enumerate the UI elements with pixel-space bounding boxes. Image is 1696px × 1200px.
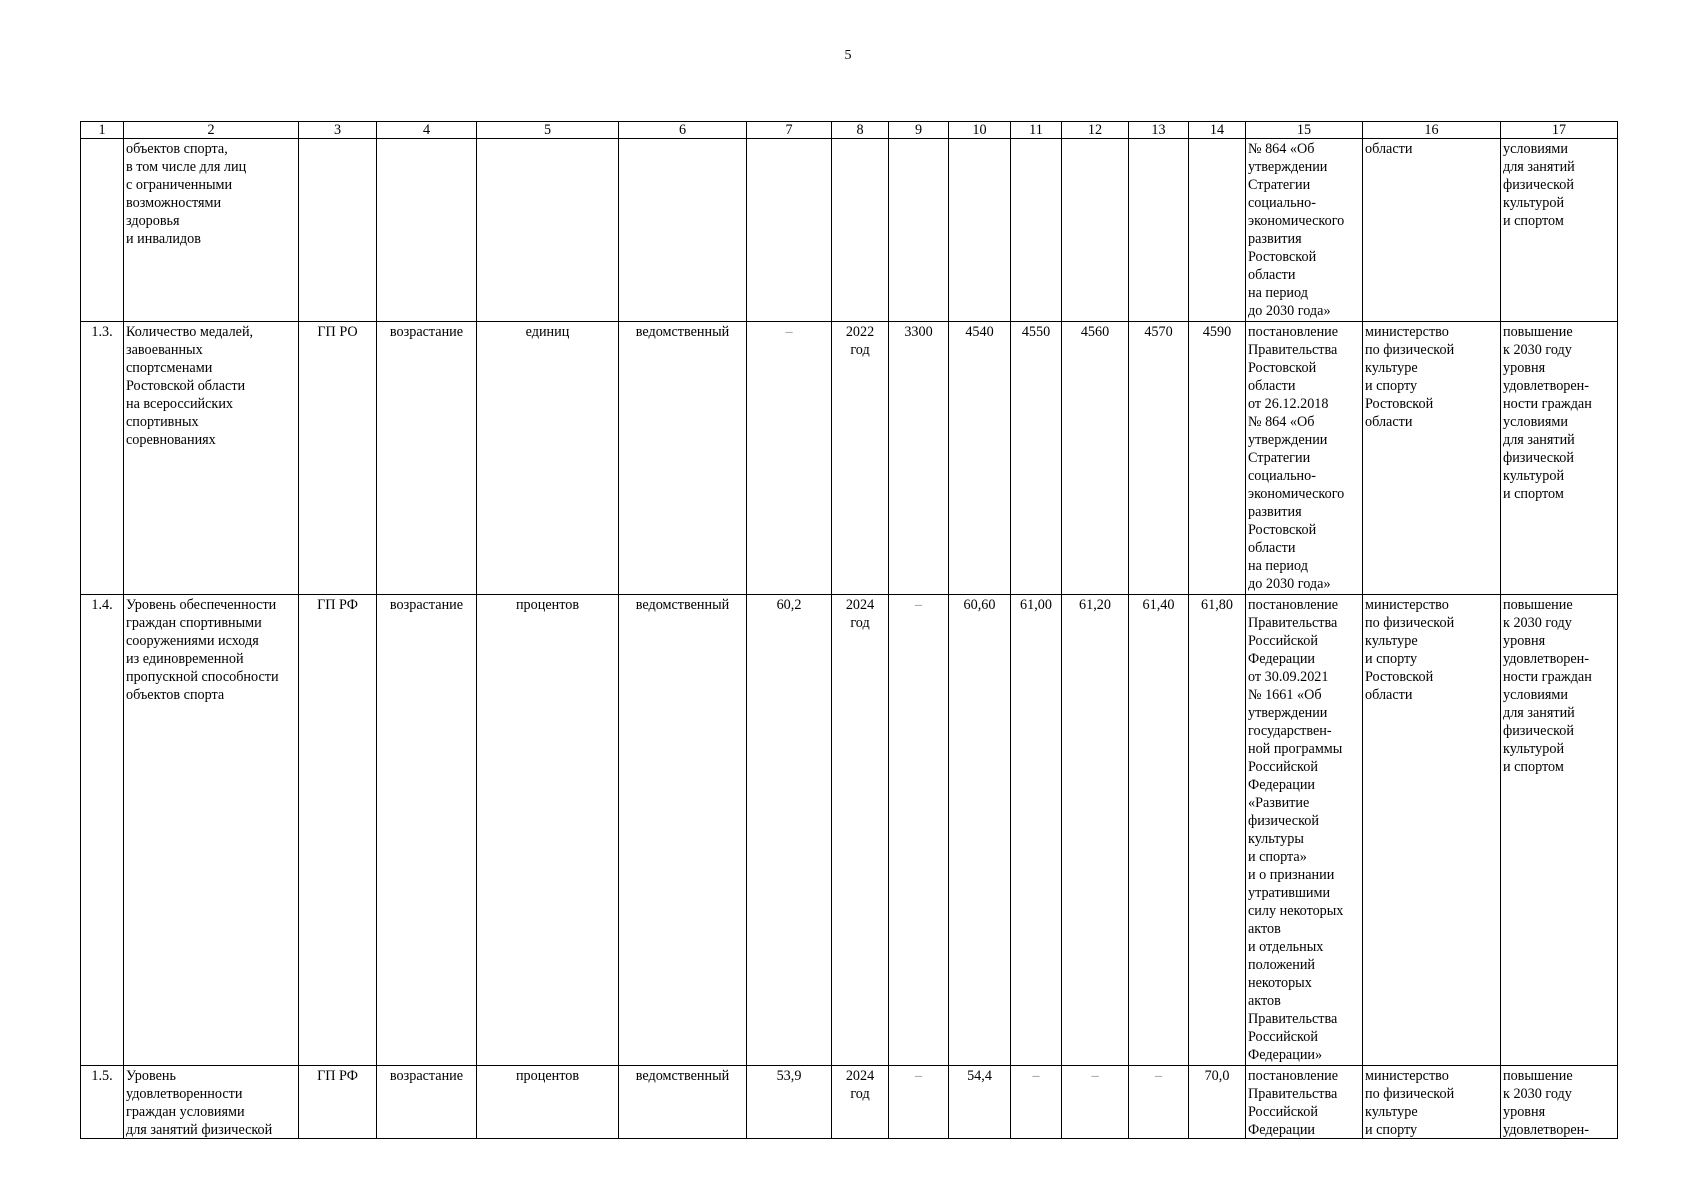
value-cell: 60,60: [949, 595, 1011, 1066]
document-cell: № 864 «Об утверждении Стратегии социально- экономического развития Ростовской области на период до 2030 года»: [1246, 139, 1363, 322]
value-cell: –: [1011, 1066, 1062, 1139]
indicators-table: [80, 121, 1618, 1139]
trend-cell: [377, 139, 477, 322]
column-number: 2: [124, 122, 299, 139]
column-number: 15: [1246, 122, 1363, 139]
type-cell: ведомственный: [619, 322, 747, 595]
type-cell: ведомственный: [619, 595, 747, 1066]
indicator-name-text: Уровень удовлетворенности граждан условиями для занятий физической: [126, 1068, 273, 1137]
value-cell: 4540: [949, 322, 1011, 595]
value-cell: –: [1129, 1066, 1189, 1139]
column-number: 14: [1189, 122, 1246, 139]
trend-cell: возрастание: [377, 322, 477, 595]
column-number: 7: [747, 122, 832, 139]
indicator-name-cell: [124, 1066, 299, 1139]
level-cell: ГП РО: [299, 322, 377, 595]
level-cell: ГП РФ: [299, 595, 377, 1066]
column-number: 5: [477, 122, 619, 139]
base-value-cell: 60,2: [747, 595, 832, 1066]
goal-cell: повышение к 2030 году уровня удовлетворен- ности граждан условиями для занятий физической культурой и спортом: [1501, 322, 1618, 595]
row-number-cell: 1.3.: [81, 322, 124, 595]
column-number: 4: [377, 122, 477, 139]
indicator-name-cell: объектов спорта, в том числе для лиц с ограниченными возможностями здоровья и инвалидов: [124, 139, 299, 322]
goal-text: повышение к 2030 году уровня удовлетворен-: [1503, 1068, 1590, 1137]
goal-cell: условиями для занятий физической культурой и спортом: [1501, 139, 1618, 322]
value-cell: [889, 139, 949, 322]
base-value-cell: [747, 139, 832, 322]
column-number: 12: [1062, 122, 1129, 139]
value-cell: 3300: [889, 322, 949, 595]
column-number: 1: [81, 122, 124, 139]
base-year-cell: [832, 139, 889, 322]
column-number: 6: [619, 122, 747, 139]
document-cell: [1246, 1066, 1363, 1139]
table-row: [81, 1066, 1618, 1139]
value-cell: [1189, 139, 1246, 322]
column-number: 3: [299, 122, 377, 139]
column-number: 11: [1011, 122, 1062, 139]
level-cell: [299, 139, 377, 322]
responsible-cell: области: [1363, 139, 1501, 322]
value-cell: [949, 139, 1011, 322]
value-cell: 61,80: [1189, 595, 1246, 1066]
column-number-row: [81, 122, 1618, 139]
responsible-text: министерство по физической культуре и спорту: [1365, 1068, 1455, 1137]
row-number-cell: 1.5.: [81, 1066, 124, 1139]
value-cell: [1129, 139, 1189, 322]
value-cell: 70,0: [1189, 1066, 1246, 1139]
base-year-cell: 2024 год: [832, 1066, 889, 1139]
value-cell: –: [889, 595, 949, 1066]
base-year-cell: 2022 год: [832, 322, 889, 595]
row-number-cell: [81, 139, 124, 322]
column-number: 10: [949, 122, 1011, 139]
responsible-cell: министерство по физической культуре и спорту Ростовской области: [1363, 322, 1501, 595]
value-cell: 4570: [1129, 322, 1189, 595]
trend-cell: возрастание: [377, 1066, 477, 1139]
responsible-cell: министерство по физической культуре и спорту Ростовской области: [1363, 595, 1501, 1066]
type-cell: ведомственный: [619, 1066, 747, 1139]
column-number: 16: [1363, 122, 1501, 139]
indicator-name-cell: Количество медалей, завоеванных спортсменами Ростовской области на всероссийских спортивных соревнованиях: [124, 322, 299, 595]
document-cell: постановление Правительства Российской Федерации от 30.09.2021 № 1661 «Об утверждении государствен- ной программы Российской Федерации «Развитие физической культуры и спорта» и о признании утратившими силу некоторых актов и отдельных положений некоторых актов Правительства Российской Федерации»: [1246, 595, 1363, 1066]
base-value-cell: 53,9: [747, 1066, 832, 1139]
document-text: постановление Правительства Российской Федерации: [1248, 1068, 1339, 1137]
unit-cell: [477, 139, 619, 322]
value-cell: –: [889, 1066, 949, 1139]
column-number: 13: [1129, 122, 1189, 139]
base-year-cell: 2024 год: [832, 595, 889, 1066]
indicator-name-cell: Уровень обеспеченности граждан спортивными сооружениями исходя из единовременной пропускной способности объектов спорта: [124, 595, 299, 1066]
value-cell: 61,40: [1129, 595, 1189, 1066]
column-number: 17: [1501, 122, 1618, 139]
value-cell: 61,00: [1011, 595, 1062, 1066]
column-number: 8: [832, 122, 889, 139]
table-row: [81, 322, 1618, 595]
type-cell: [619, 139, 747, 322]
value-cell: 4560: [1062, 322, 1129, 595]
goal-cell: [1501, 1066, 1618, 1139]
value-cell: [1011, 139, 1062, 322]
unit-cell: процентов: [477, 1066, 619, 1139]
value-cell: 4550: [1011, 322, 1062, 595]
value-cell: –: [1062, 1066, 1129, 1139]
unit-cell: процентов: [477, 595, 619, 1066]
column-number: 9: [889, 122, 949, 139]
value-cell: 54,4: [949, 1066, 1011, 1139]
level-cell: ГП РФ: [299, 1066, 377, 1139]
goal-cell: повышение к 2030 году уровня удовлетворен- ности граждан условиями для занятий физической культурой и спортом: [1501, 595, 1618, 1066]
trend-cell: возрастание: [377, 595, 477, 1066]
value-cell: 61,20: [1062, 595, 1129, 1066]
base-value-cell: –: [747, 322, 832, 595]
value-cell: [1062, 139, 1129, 322]
document-cell: постановление Правительства Ростовской области от 26.12.2018 № 864 «Об утверждении Стратегии социально- экономического развития Ростовской области на период до 2030 года»: [1246, 322, 1363, 595]
value-cell: 4590: [1189, 322, 1246, 595]
row-number-cell: 1.4.: [81, 595, 124, 1066]
table-row: [81, 595, 1618, 1066]
page-number: 5: [844, 48, 852, 63]
table-row-continuation: [81, 139, 1618, 322]
unit-cell: единиц: [477, 322, 619, 595]
responsible-cell: [1363, 1066, 1501, 1139]
